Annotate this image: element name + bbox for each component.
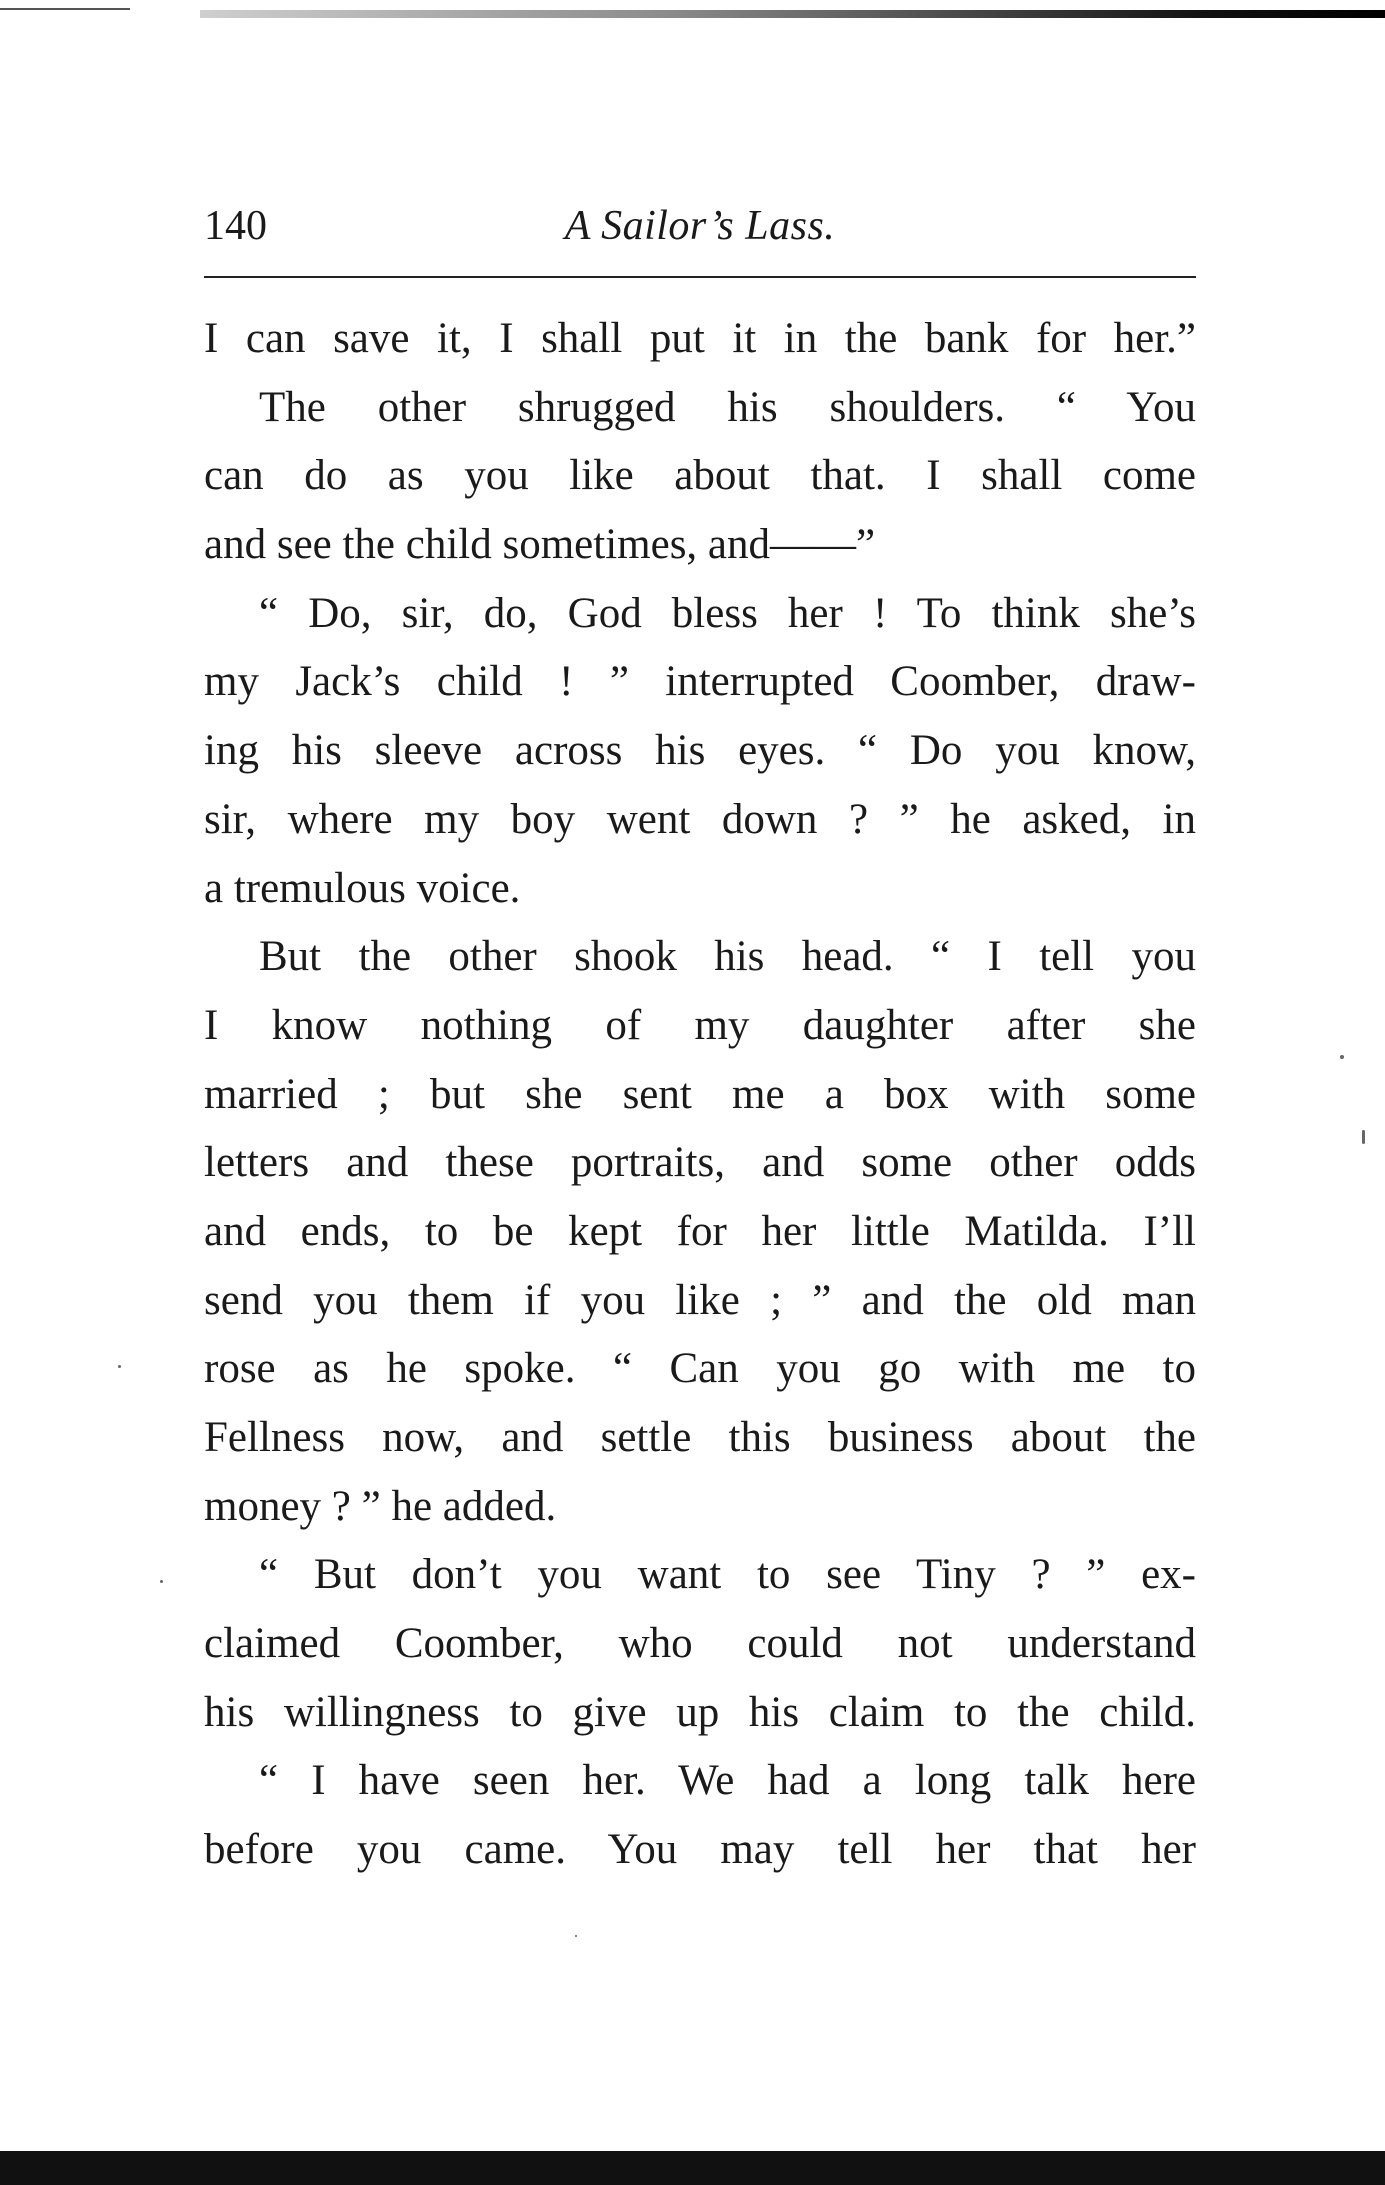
text-line: and ends, to be kept for her little Matilda. I’ll (204, 1207, 1196, 1255)
text-line: “ Do, sir, do, God bless her ! To think she’s (259, 589, 1196, 637)
text-line: But the other shook his head. “ I tell you (259, 933, 1196, 981)
text-line: The other shrugged his shoulders. “ You (259, 383, 1196, 431)
page-number: 140 (204, 203, 267, 249)
paper-speck (1362, 1130, 1365, 1144)
text-line: Fellness now, and settle this business about the (204, 1414, 1196, 1461)
text-line: my Jack’s child ! ” interrupted Coomber, draw- (204, 658, 1196, 706)
text-line: sir, where my boy went down ? ” he asked, in (204, 795, 1196, 843)
paper-speck (118, 1365, 121, 1368)
paper-speck (160, 1580, 163, 1583)
text-line: rose as he spoke. “ Can you go with me to (204, 1345, 1196, 1393)
page-header (204, 196, 1196, 256)
text-line: a tremulous voice. (204, 864, 521, 912)
text-line: married ; but she sent me a box with some (204, 1070, 1196, 1118)
text-line: claimed Coomber, who could not understand (204, 1620, 1196, 1668)
text-line: his willingness to give up his claim to the child. (204, 1688, 1196, 1736)
text-line: I can save it, I shall put it in the bank for her.” (204, 315, 1196, 362)
top-rule (200, 10, 1385, 18)
text-line: send you them if you like ; ” and the old man (204, 1276, 1196, 1324)
header-rule (204, 276, 1196, 278)
top-rule-left (0, 8, 130, 10)
text-line: “ But don’t you want to see Tiny ? ” ex- (259, 1551, 1196, 1599)
running-title: A Sailor’s Lass. (564, 203, 836, 249)
text-line: can do as you like about that. I shall come (204, 452, 1196, 500)
body-text (204, 305, 1196, 1885)
text-line: letters and these portraits, and some other odds (204, 1139, 1196, 1187)
paper-speck (575, 1935, 577, 1937)
text-line: “ I have seen her. We had a long talk here (259, 1757, 1196, 1805)
text-line: and see the child sometimes, and——” (204, 521, 876, 569)
paper-speck (1340, 1055, 1344, 1059)
text-line: I know nothing of my daughter after she (204, 1001, 1196, 1049)
text-line: money ? ” he added. (204, 1482, 557, 1530)
bottom-edge-band (0, 2151, 1385, 2185)
text-line: before you came. You may tell her that her (204, 1826, 1196, 1874)
text-line: ing his sleeve across his eyes. “ Do you know, (204, 727, 1196, 775)
